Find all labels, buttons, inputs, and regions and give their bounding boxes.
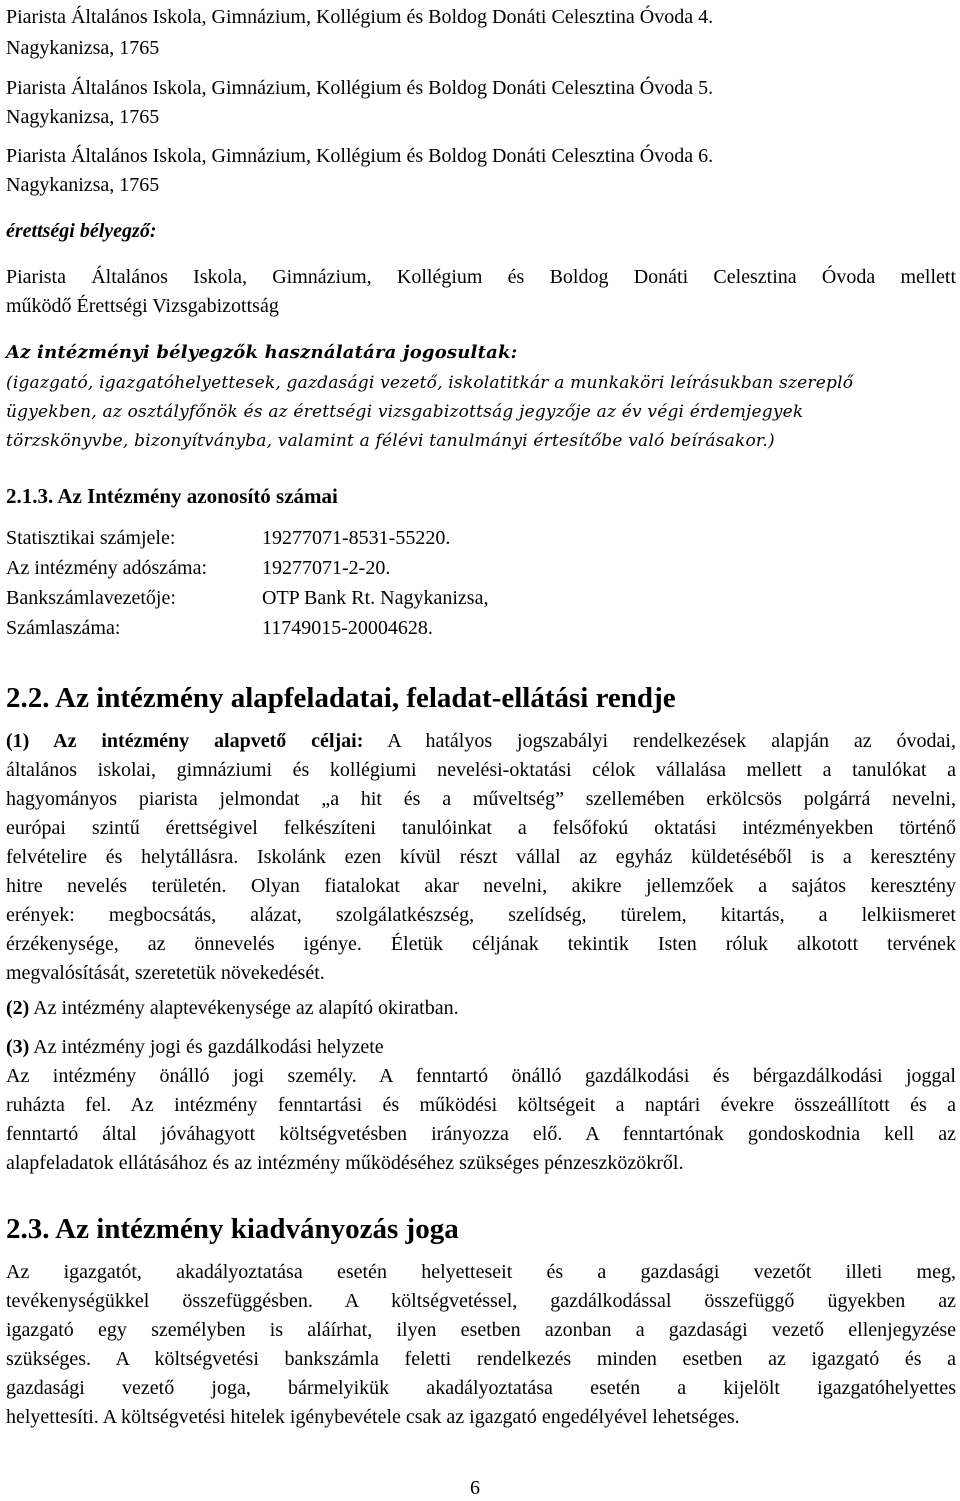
id-value: 11749015-20004628. (262, 617, 433, 639)
paragraph-text: Az intézmény jogi és gazdálkodási helyzete (29, 1036, 384, 1058)
paragraph-line: Az igazgatót, akadályoztatása esetén helyetteseit és a gazdasági vezetőt illeti meg, (6, 1261, 956, 1283)
paragraph-line (6, 997, 459, 1019)
stamp-text: működő Érettségi Vizsgabizottság (6, 295, 279, 317)
id-key: Bankszámlavezetője: (6, 587, 176, 609)
paragraph-number: (3) (6, 1036, 30, 1058)
header-line: Piarista Általános Iskola, Gimnázium, Kollégium és Boldog Donáti Celesztina Óvoda 4. (6, 6, 714, 28)
paragraph-line: igazgató egy személyben is aláírhat, ilyen esetben azonban a gazdasági vezető ellenjegyzése (6, 1319, 956, 1341)
paragraph-text: Az intézmény alaptevékenysége az alapító okiratban. (29, 997, 459, 1019)
page-number: 6 (470, 1477, 480, 1499)
paragraph-line: helyettesíti. A költségvetési hitelek igénybevétele csak az igazgató engedélyével lehetséges. (6, 1406, 740, 1428)
stamp-text: Piarista Általános Iskola, Gimnázium, Kollégium és Boldog Donáti Celesztina Óvoda mellett (6, 266, 956, 288)
paragraph-line (6, 730, 956, 752)
usage-line: törzskönyvbe, bizonyítványba, valamint a félévi tanulmányi értesítőbe való beírásakor.) (6, 431, 775, 451)
usage-line: (igazgató, igazgatóhelyettesek, gazdasági vezető, iskolatitkár a munkaköri leírásukban szereplő (6, 373, 854, 393)
paragraph-line: gazdasági vezető joga, bármelyikük akadályoztatása esetén a kijelölt igazgatóhelyettes (6, 1377, 956, 1399)
stamp-label: érettségi bélyegző: (6, 220, 157, 242)
id-key: Statisztikai számjele: (6, 527, 176, 549)
id-value: 19277071-8531-55220. (262, 527, 451, 549)
id-key: Az intézmény adószáma: (6, 557, 208, 579)
paragraph-line: érzékenysége, az önnevelés igénye. Életük céljának tekintik Isten róluk alkotott tervének (6, 933, 956, 955)
paragraph-line: ruházta fel. Az intézmény fenntartási és működési költségeit a naptári évekre összeállított és a (6, 1094, 956, 1116)
paragraph-line: felvételire és helytállásra. Iskolánk ezen kívül részt vállal az egyház küldetéséből is a keresztény (6, 846, 956, 868)
paragraph-line (6, 1036, 384, 1058)
paragraph-number: (2) (6, 997, 30, 1019)
header-line: Piarista Általános Iskola, Gimnázium, Kollégium és Boldog Donáti Celesztina Óvoda 6. (6, 145, 714, 167)
section-heading: 2.2. Az intézmény alapfeladatai, feladat-ellátási rendje (6, 682, 676, 714)
header-line: Piarista Általános Iskola, Gimnázium, Kollégium és Boldog Donáti Celesztina Óvoda 5. (6, 77, 714, 99)
section-heading: 2.1.3. Az Intézmény azonosító számai (6, 484, 338, 508)
paragraph-line: megvalósítását, szeretetük növekedését. (6, 962, 325, 984)
id-value: OTP Bank Rt. Nagykanizsa, (262, 587, 489, 609)
paragraph-line: európai szintű érettségivel felkészíteni tanulóinkat a felsőfokú oktatási intézményekben történő (6, 817, 956, 839)
paragraph-line: hitre nevelés területén. Olyan fiatalokat akar nevelni, akikre jellemzőek a sajátos keresztény (6, 875, 956, 897)
paragraph-line: tevékenységükkel összefüggésben. A költségvetéssel, gazdálkodással összefüggő ügyekben az (6, 1290, 956, 1312)
paragraph-text: A hatályos jogszabályi rendelkezések alapján az óvodai, (387, 730, 956, 752)
paragraph-line: hagyományos piarista jelmondat „a hit és a műveltség” szellemében erkölcsös polgárrá nevelni, (6, 788, 956, 810)
paragraph-line: fenntartó által jóváhagyott költségvetésben irányozza elő. A fenntartónak gondoskodnia kell az (6, 1123, 956, 1145)
id-key: Számlaszáma: (6, 617, 121, 639)
paragraph-line: szükséges. A költségvetési bankszámla feletti rendelkezés minden esetben az igazgató és a (6, 1348, 956, 1370)
section-heading: 2.3. Az intézmény kiadványozás joga (6, 1213, 459, 1245)
paragraph-lead: (1) Az intézmény alapvető céljai: (6, 730, 364, 752)
paragraph-line: erények: megbocsátás, alázat, szolgálatkészség, szelídség, türelem, kitartás, a lelkiismeret (6, 904, 956, 926)
paragraph-line: alapfeladatok ellátásához és az intézmény működéséhez szükséges pénzeszközökről. (6, 1152, 684, 1174)
usage-heading: Az intézményi bélyegzők használatára jogosultak: (6, 342, 518, 363)
paragraph-line: Az intézmény önálló jogi személy. A fenntartó önálló gazdálkodási és bérgazdálkodási joggal (6, 1065, 956, 1087)
header-line: Nagykanizsa, 1765 (6, 174, 160, 196)
header-line: Nagykanizsa, 1765 (6, 37, 160, 59)
header-line: Nagykanizsa, 1765 (6, 106, 160, 128)
usage-line: ügyekben, az osztályfőnök és az érettségi vizsgabizottság jegyzője az év végi érdemjegyek (6, 402, 804, 422)
paragraph-line: általános iskolai, gimnáziumi és kollégiumi nevelési-oktatási célok vállalása mellett a tanulókat a (6, 759, 956, 781)
id-value: 19277071-2-20. (262, 557, 391, 579)
